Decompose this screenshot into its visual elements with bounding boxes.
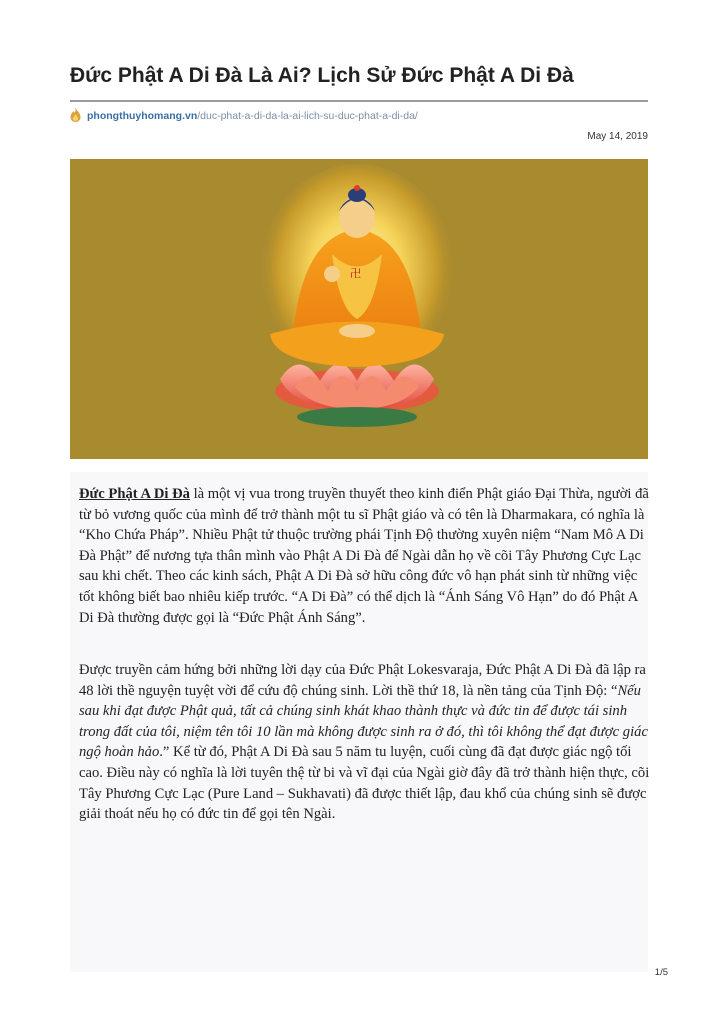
vow-quote: Nếu sau khi đạt được Phật quả, tất cả chúng sinh khát khao thành thực và đức tin để được tái sinh trong đất của tôi, niệm tên tôi 10 lần mà không được sinh ra ở đó, thì tôi không thể đạt được giác ngộ hoàn hảo (79, 682, 648, 761)
svg-text:卍: 卍 (350, 267, 361, 280)
title-divider (70, 100, 648, 102)
flame-logo-icon (70, 108, 81, 122)
publish-date: May 14, 2019 (587, 131, 648, 142)
article-paragraph-2 (79, 660, 651, 825)
article-paragraph-2-intro: Được truyền cảm hứng bởi những lời dạy của Đức Phật Lokesvaraja, Đức Phật A Di Đà đã lập ra 48 lời thề nguyện tuyệt vời để cứu độ chúng sinh. Lời thề thứ 18, là nền tảng của Tịnh Độ: “ (79, 662, 646, 699)
article-paragraph-1-text: là một vị vua trong truyền thuyết theo kinh điển Phật giáo Đại Thừa, người đã từ bỏ vương quốc của mình để trở thành một tu sĩ Phật giáo và có tên là Dharmakara, có nghĩa là “Kho Chứa Pháp”. Nhiều Phật tử thuộc trường phái Tịnh Độ thường xuyên niệm “Nam Mô A Di Đà Phật” để nương tựa thân mình vào Phật A Di Đà để Ngài dẫn họ về cõi Tây Phương Cực Lạc sau khi chết. Theo các kinh sách, Phật A Di Đà sở hữu công đức vô hạn phát sinh từ những việc tốt không biết bao nhiêu kiếp trước. “A Di Đà” có thể dịch là “Ánh Sáng Vô Hạn” do đó Phật A Di Đà thường được gọi là “Đức Phật Ánh Sáng”. (79, 486, 649, 626)
article-lead-link[interactable]: Đức Phật A Di Đà (79, 486, 190, 502)
page-number: 1/5 (654, 967, 668, 978)
page-title: Đức Phật A Di Đà Là Ai? Lịch Sử Đức Phật A Di Đà (70, 64, 574, 87)
source-domain[interactable]: phongthuyhomang.vn (87, 110, 198, 122)
amitabha-buddha-on-lotus-image (70, 159, 648, 459)
source-path[interactable]: /duc-phat-a-di-da-la-ai-lich-su-duc-phat-a-di-da/ (197, 110, 418, 122)
source-link[interactable] (70, 108, 418, 124)
article-paragraph-2-rest: .” Kể từ đó, Phật A Di Đà sau 5 năm tu luyện, cuối cùng đã đạt được giác ngộ tối cao. Điều này có nghĩa là lời tuyên thệ từ bi và vĩ đại của Ngài giờ đây đã trở thành hiện thực, cõi Tây Phương Cực Lạc (Pure Land – Sukhavati) đã được thiết lập, đau khổ của chúng sinh sẽ được giải thoát nếu họ có đức tin để gọi tên Ngài. (79, 744, 650, 823)
article-paragraph-1 (79, 484, 651, 628)
